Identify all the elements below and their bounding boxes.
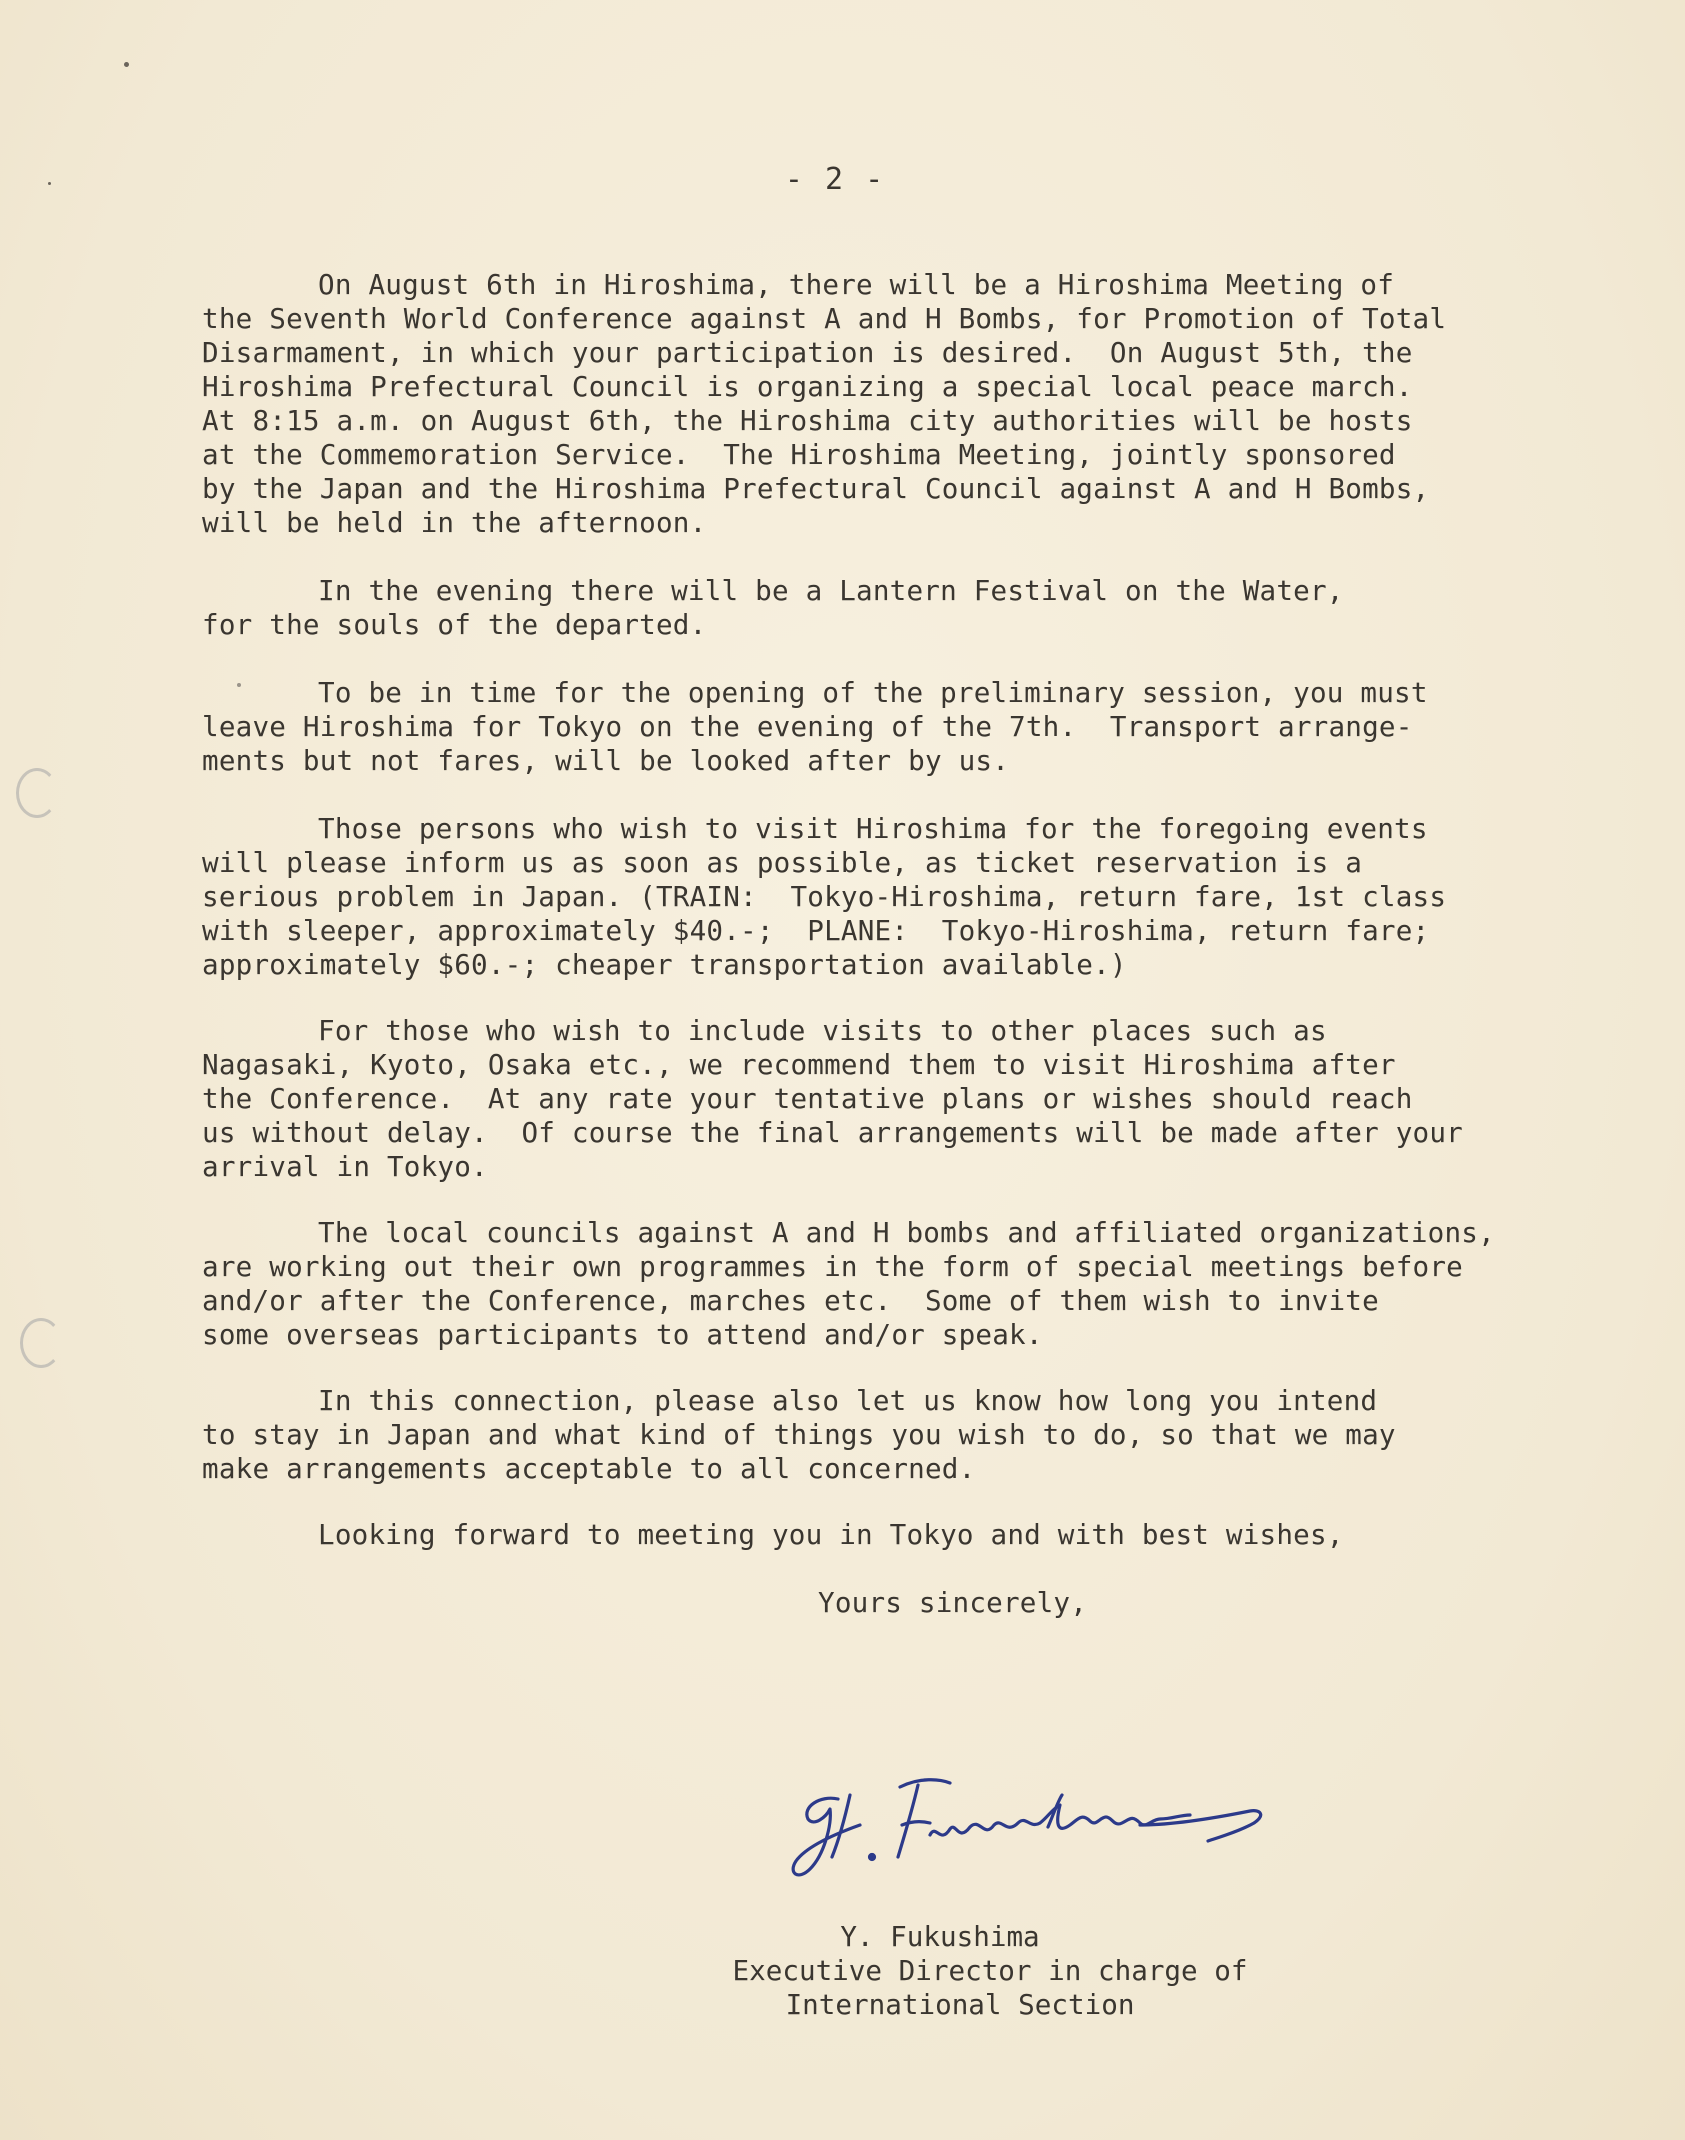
body-line: the Seventh World Conference against A and H Bombs, for Promotion of Total: [202, 302, 1447, 335]
page-number: - 2 -: [784, 162, 886, 197]
body-line: At 8:15 a.m. on August 6th, the Hiroshima city authorities will be hosts: [202, 404, 1413, 437]
body-line: to stay in Japan and what kind of things you wish to do, so that we may: [202, 1418, 1396, 1451]
signatory-section: International Section: [785, 1988, 1135, 2021]
signatory-title: Executive Director in charge of: [732, 1954, 1248, 1987]
body-line: approximately $60.-; cheaper transportation available.): [202, 948, 1127, 981]
body-line: for the souls of the departed.: [202, 608, 707, 641]
body-line: Those persons who wish to visit Hiroshima for the foregoing events: [318, 812, 1428, 845]
ink-speck: [124, 62, 129, 67]
body-line: On August 6th in Hiroshima, there will be a Hiroshima Meeting of: [318, 268, 1395, 301]
body-line: the Conference. At any rate your tentative plans or wishes should reach: [202, 1082, 1413, 1115]
ink-speck: [237, 683, 241, 687]
body-line: are working out their own programmes in the form of special meetings before: [202, 1250, 1463, 1283]
body-line: us without delay. Of course the final arrangements will be made after your: [202, 1116, 1463, 1149]
body-line: serious problem in Japan. (TRAIN: Tokyo-Hiroshima, return fare, 1st class: [202, 880, 1447, 913]
complimentary-close: Yours sincerely,: [818, 1586, 1088, 1619]
body-line: leave Hiroshima for Tokyo on the evening of the 7th. Transport arrange-: [202, 710, 1413, 743]
punch-hole-bottom: [20, 1318, 62, 1368]
body-line: at the Commemoration Service. The Hiroshima Meeting, jointly sponsored: [202, 438, 1396, 471]
body-line: will be held in the afternoon.: [202, 506, 707, 539]
body-line: make arrangements acceptable to all concerned.: [202, 1452, 976, 1485]
body-line: Hiroshima Prefectural Council is organizing a special local peace march.: [202, 370, 1413, 403]
body-line: and/or after the Conference, marches etc. Some of them wish to invite: [202, 1284, 1379, 1317]
punch-hole-top: [16, 768, 58, 818]
body-line: with sleeper, approximately $40.-; PLANE: Tokyo-Hiroshima, return fare;: [202, 914, 1430, 947]
body-line: by the Japan and the Hiroshima Prefectural Council against A and H Bombs,: [202, 472, 1430, 505]
body-line: To be in time for the opening of the preliminary session, you must: [318, 676, 1428, 709]
body-line: ments but not fares, will be looked after by us.: [202, 744, 1010, 777]
body-line: In the evening there will be a Lantern Festival on the Water,: [318, 574, 1344, 607]
closing-line: Looking forward to meeting you in Tokyo and with best wishes,: [318, 1518, 1344, 1551]
body-line: will please inform us as soon as possible, as ticket reservation is a: [202, 846, 1363, 879]
body-line: In this connection, please also let us know how long you intend: [318, 1384, 1378, 1417]
body-line: For those who wish to include visits to other places such as: [318, 1014, 1327, 1047]
signatory-name: Y. Fukushima: [840, 1920, 1040, 1953]
handwritten-signature: [780, 1765, 1300, 1895]
body-line: arrival in Tokyo.: [202, 1150, 488, 1183]
body-line: Disarmament, in which your participation is desired. On August 5th, the: [202, 336, 1413, 369]
body-line: Nagasaki, Kyoto, Osaka etc., we recommend them to visit Hiroshima after: [202, 1048, 1396, 1081]
body-line: some overseas participants to attend and/or speak.: [202, 1318, 1043, 1351]
body-line: The local councils against A and H bombs and affiliated organizations,: [318, 1216, 1495, 1249]
ink-speck: [48, 182, 51, 185]
